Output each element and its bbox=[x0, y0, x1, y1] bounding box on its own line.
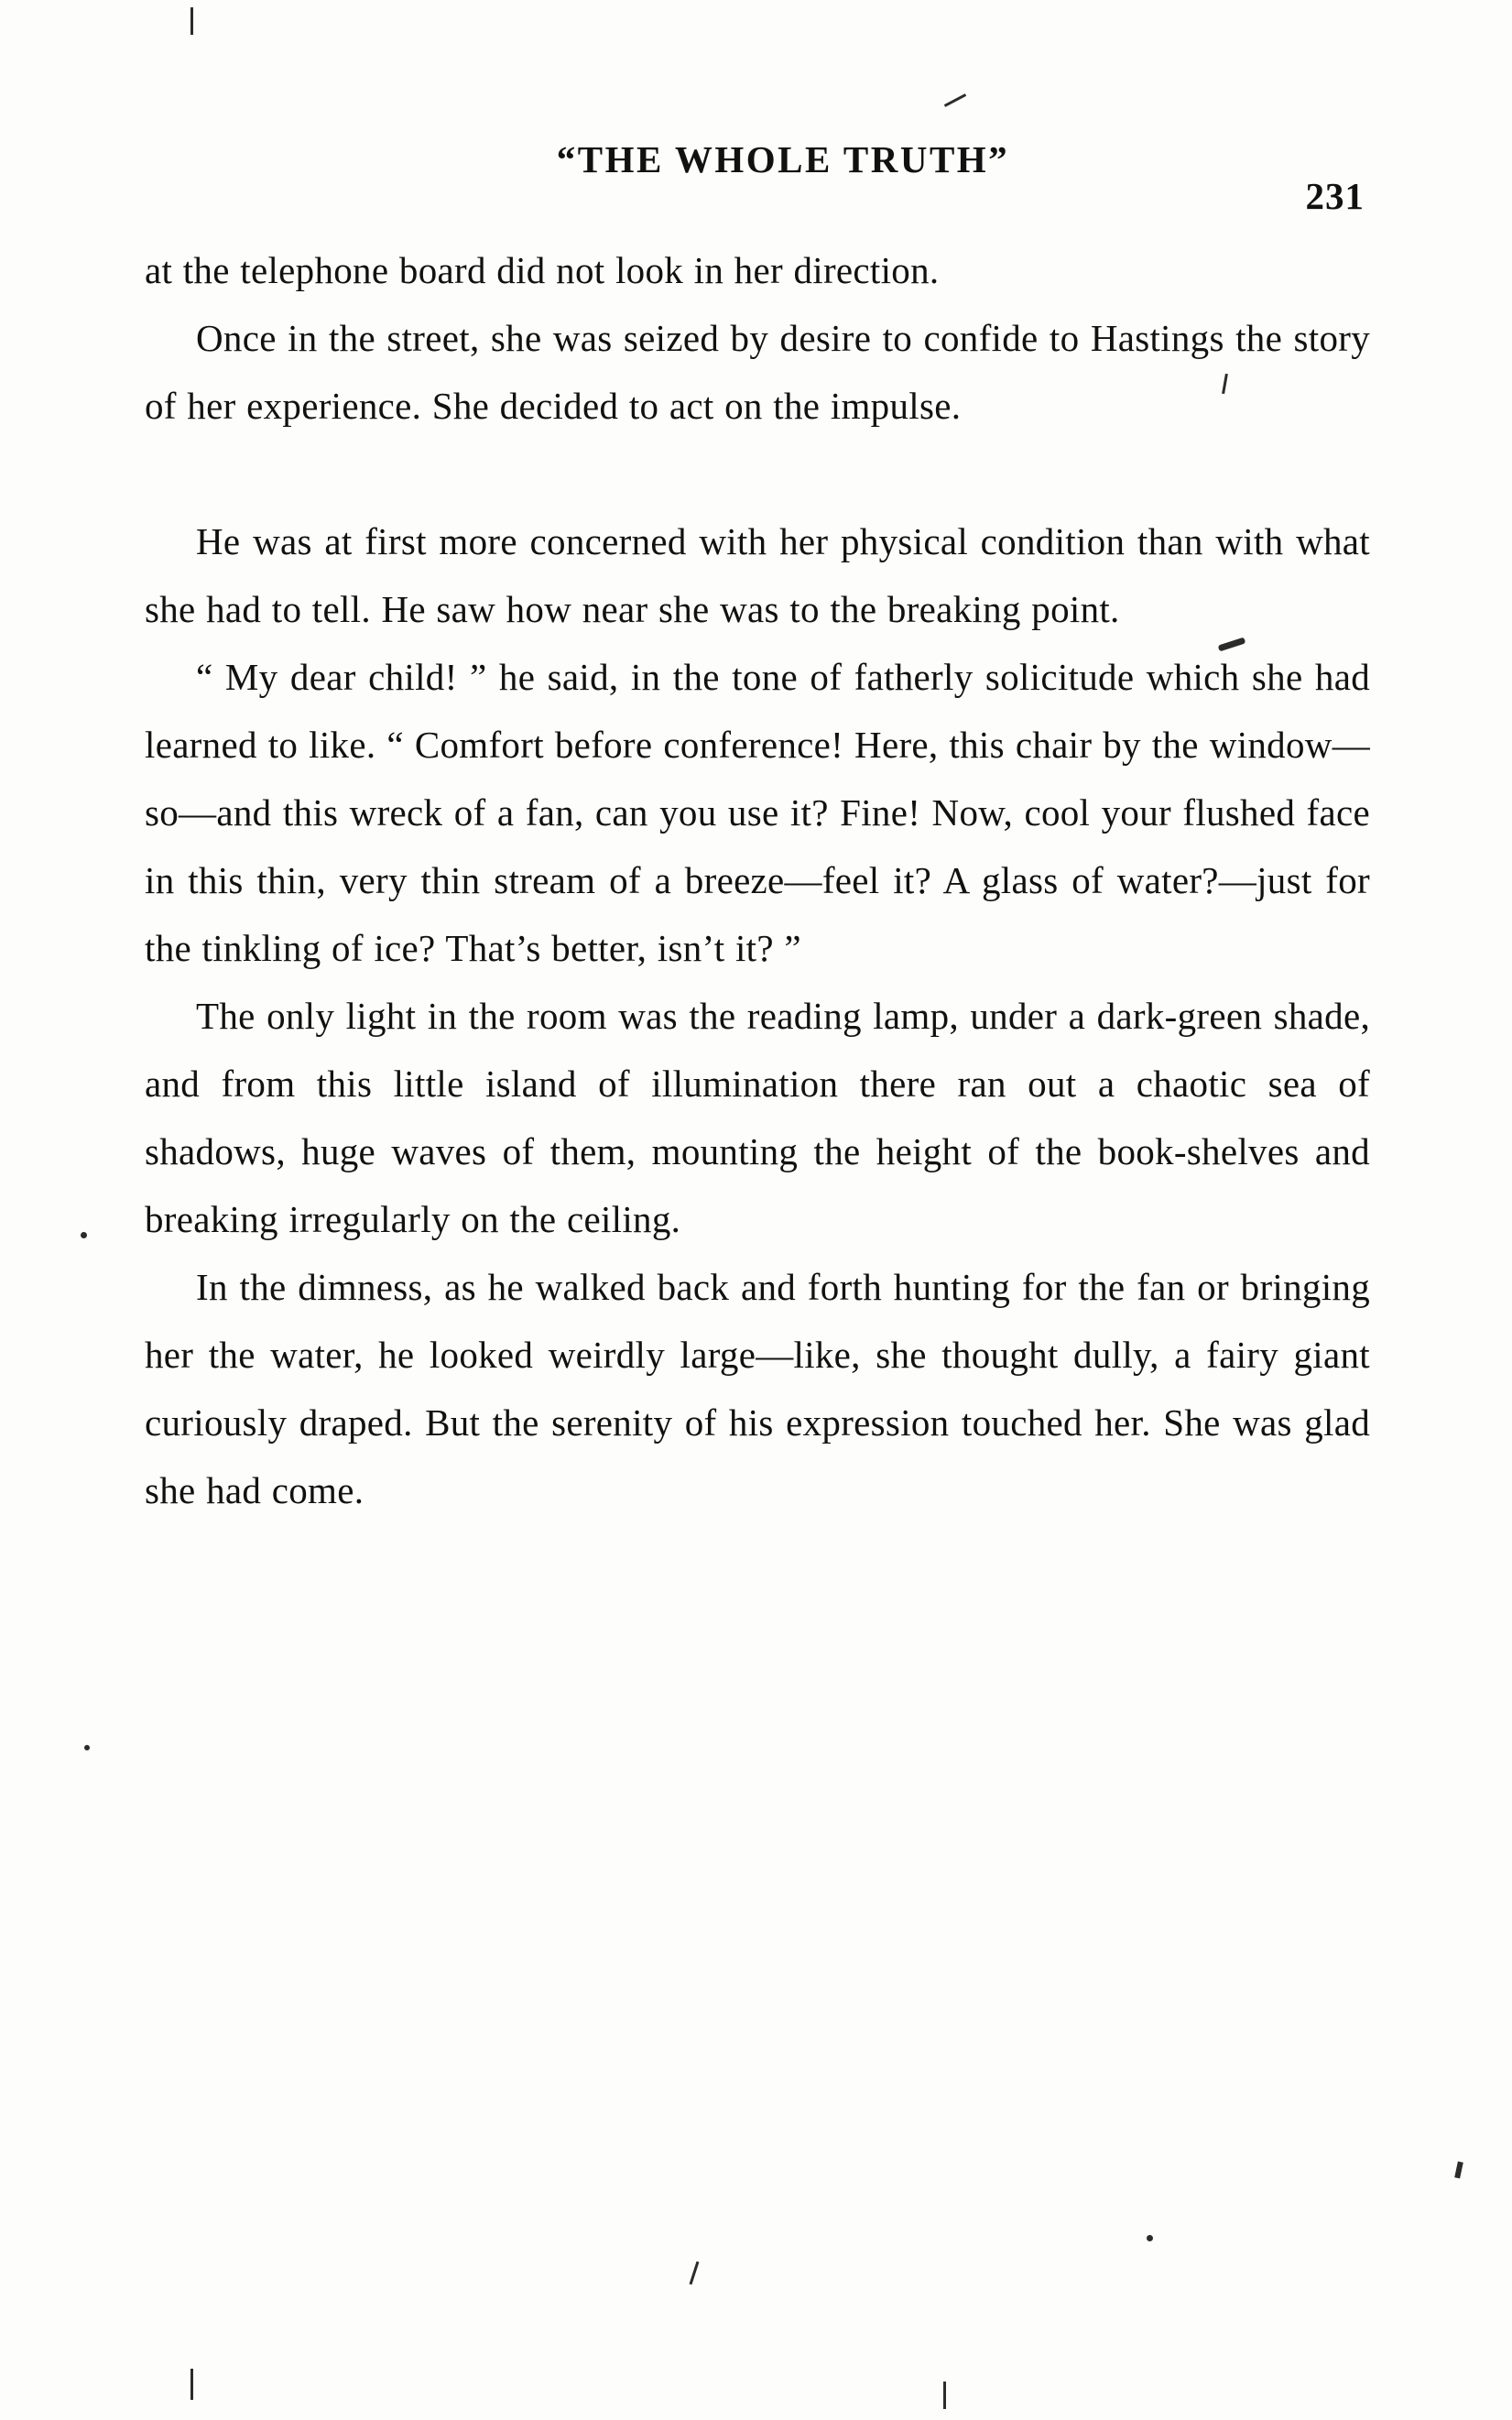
scan-artifact-tick-bottom bbox=[190, 2369, 193, 2400]
page-content bbox=[128, 137, 1392, 1524]
running-head-title: “THE WHOLE TRUTH” bbox=[556, 138, 1010, 180]
paragraph: at the telephone board did not look in her direction. bbox=[145, 249, 940, 291]
paragraph: Once in the street, she was seized by desire to confide to Hastings the story of her experience. She decided to act on the impulse. bbox=[145, 317, 1370, 427]
scan-artifact-tick-top bbox=[190, 7, 193, 35]
paragraph: He was at first more concerned with her physical condition than with what she had to tell. He saw how near she was to the breaking point. bbox=[145, 520, 1370, 630]
paragraph-gap bbox=[145, 440, 1370, 507]
paragraph: The only light in the room was the reading lamp, under a dark-green shade, and from this little island of illumination there ran out a chaotic sea of shadows, huge waves of them, mounting the height of the book-shelves and breaking irregularly on the ceiling. bbox=[145, 995, 1370, 1240]
scan-artifact-dot-bottom bbox=[1147, 2235, 1153, 2241]
scan-artifact-dot-right bbox=[1454, 2162, 1463, 2179]
scan-artifact-dot-left bbox=[81, 1232, 87, 1238]
page-number: 231 bbox=[1305, 175, 1365, 217]
paragraph: “ My dear child! ” he said, in the tone of fatherly solicitude which she had learned to like. “ Comfort before conference! Here, this chair by the window—so—and this wreck of a fan, can you use it? Fine! Now, cool your flushed face in this thin, very thin stream of a breeze—feel it? A glass of water?—just for the tinkling of ice? That’s better, isn’t it? ” bbox=[145, 656, 1370, 969]
scan-artifact-slash-top bbox=[944, 93, 966, 107]
paragraph: In the dimness, as he walked back and forth hunting for the fan or bringing her the water, he looked weirdly large—like, she thought dully, a fairy giant curiously draped. But the serenity of his expression touched her. She was glad she had come. bbox=[145, 1266, 1370, 1511]
running-head bbox=[128, 137, 1392, 220]
scan-artifact-dot-left-lower bbox=[84, 1745, 90, 1750]
scan-artifact-slash-bottom bbox=[690, 2262, 700, 2285]
scan-artifact-tick-bottom-right bbox=[943, 2382, 946, 2409]
body-text bbox=[128, 236, 1392, 1524]
